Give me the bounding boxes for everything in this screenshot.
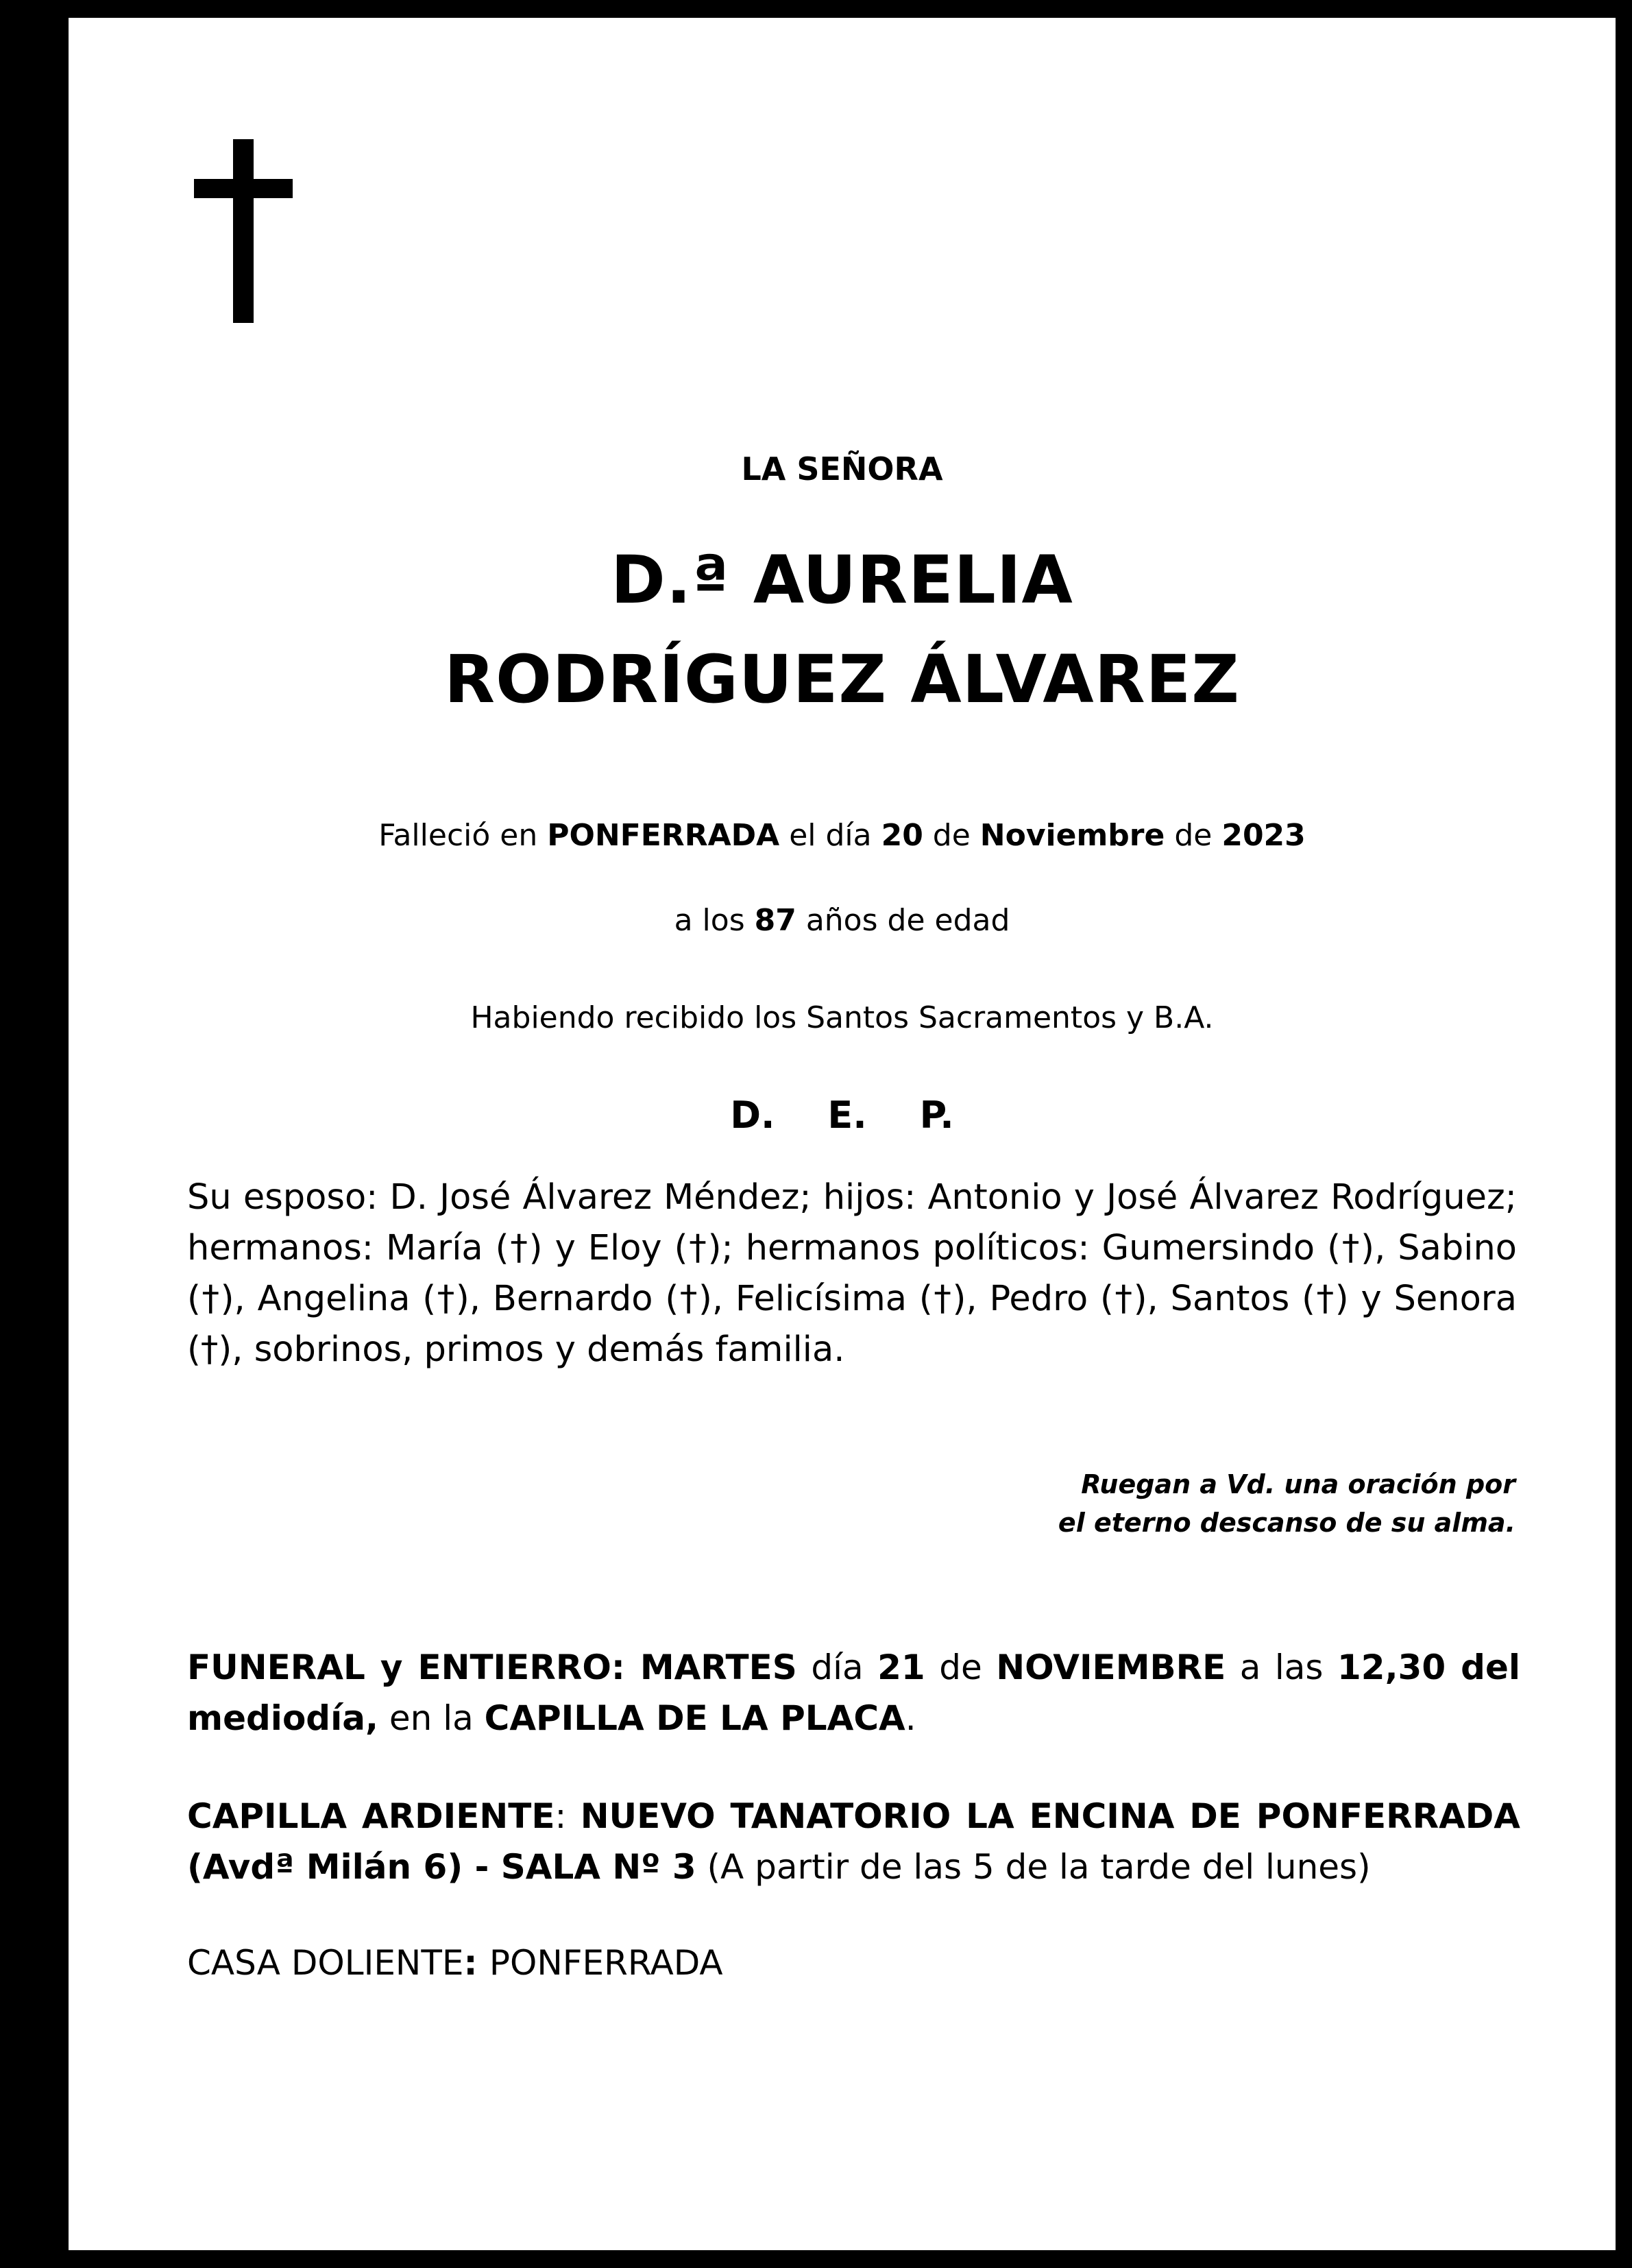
deceased-name-line2: RODRÍGUEZ ÁLVAREZ xyxy=(444,641,1240,718)
death-text-1: Falleció en xyxy=(378,818,548,853)
casa-separator: : xyxy=(463,1943,489,1983)
casa-place: PONFERRADA xyxy=(489,1943,723,1983)
capilla-ardiente-info xyxy=(187,1791,1520,1892)
death-year: 2023 xyxy=(1221,818,1306,853)
casa-doliente-info xyxy=(187,1938,1520,1988)
capilla-place: NUEVO TANATORIO LA ENCINA DE PONFERRADA (Avdª Milán 6) - SALA Nº 3 xyxy=(187,1796,1521,1887)
death-text-2: el día xyxy=(779,818,881,853)
prayer-line1: Ruegan a Vd. una oración por xyxy=(1081,1469,1515,1499)
death-day: 20 xyxy=(881,818,923,853)
casa-label: CASA DOLIENTE xyxy=(187,1943,464,1983)
funeral-time: 12,30 del mediodía, xyxy=(187,1648,1521,1738)
funeral-text-5: . xyxy=(905,1698,916,1738)
death-text-3: de xyxy=(923,818,980,853)
age-years: 87 xyxy=(754,903,796,938)
prayer-request xyxy=(1058,1465,1515,1542)
cross-vertical-bar xyxy=(233,139,254,323)
funeral-text-2: de xyxy=(925,1648,997,1687)
funeral-text-1: día xyxy=(796,1648,878,1687)
age-text-2: años de edad xyxy=(796,903,1010,938)
dep-initials: D. E. P. xyxy=(730,1094,954,1137)
funeral-place: CAPILLA DE LA PLACA xyxy=(484,1698,905,1738)
age-line xyxy=(69,903,1616,938)
deceased-name-line1: D.ª AURELIA xyxy=(611,542,1073,618)
funeral-text-3: a las xyxy=(1226,1648,1337,1687)
funeral-text-4: en la xyxy=(378,1698,485,1738)
capilla-label: CAPILLA ARDIENTE xyxy=(187,1796,555,1836)
funeral-day: 21 xyxy=(877,1648,925,1687)
funeral-info xyxy=(187,1642,1520,1744)
sacraments-line: Habiendo recibido los Santos Sacramentos y B.A. xyxy=(470,1000,1214,1035)
death-announcement xyxy=(69,818,1616,853)
age-text-1: a los xyxy=(674,903,755,938)
intro-heading: LA SEÑORA xyxy=(741,450,943,487)
capilla-separator: : xyxy=(555,1796,581,1836)
latin-cross-icon xyxy=(194,139,293,323)
death-month: Noviembre xyxy=(979,818,1165,853)
funeral-label: FUNERAL y ENTIERRO: MARTES xyxy=(187,1648,797,1687)
prayer-line2: el eterno descanso de su alma. xyxy=(1058,1508,1515,1538)
funeral-month: NOVIEMBRE xyxy=(996,1648,1226,1687)
cross-horizontal-bar xyxy=(194,179,293,198)
death-place: PONFERRADA xyxy=(547,818,780,853)
capilla-note: (A partir de las 5 de la tarde del lunes) xyxy=(696,1847,1371,1887)
death-text-4: de xyxy=(1165,818,1222,853)
family-paragraph: Su esposo: D. José Álvarez Méndez; hijos: Antonio y José Álvarez Rodríguez; hermanos: María (†) y Eloy (†); hermanos políticos: Gumersindo (†), Sabino (†), Angelina (†), Bernardo (†), Felicísima (†), Pedro (†), Santos (†) y Senora (†), sobrinos, primos y demás familia. xyxy=(187,1177,1517,1370)
